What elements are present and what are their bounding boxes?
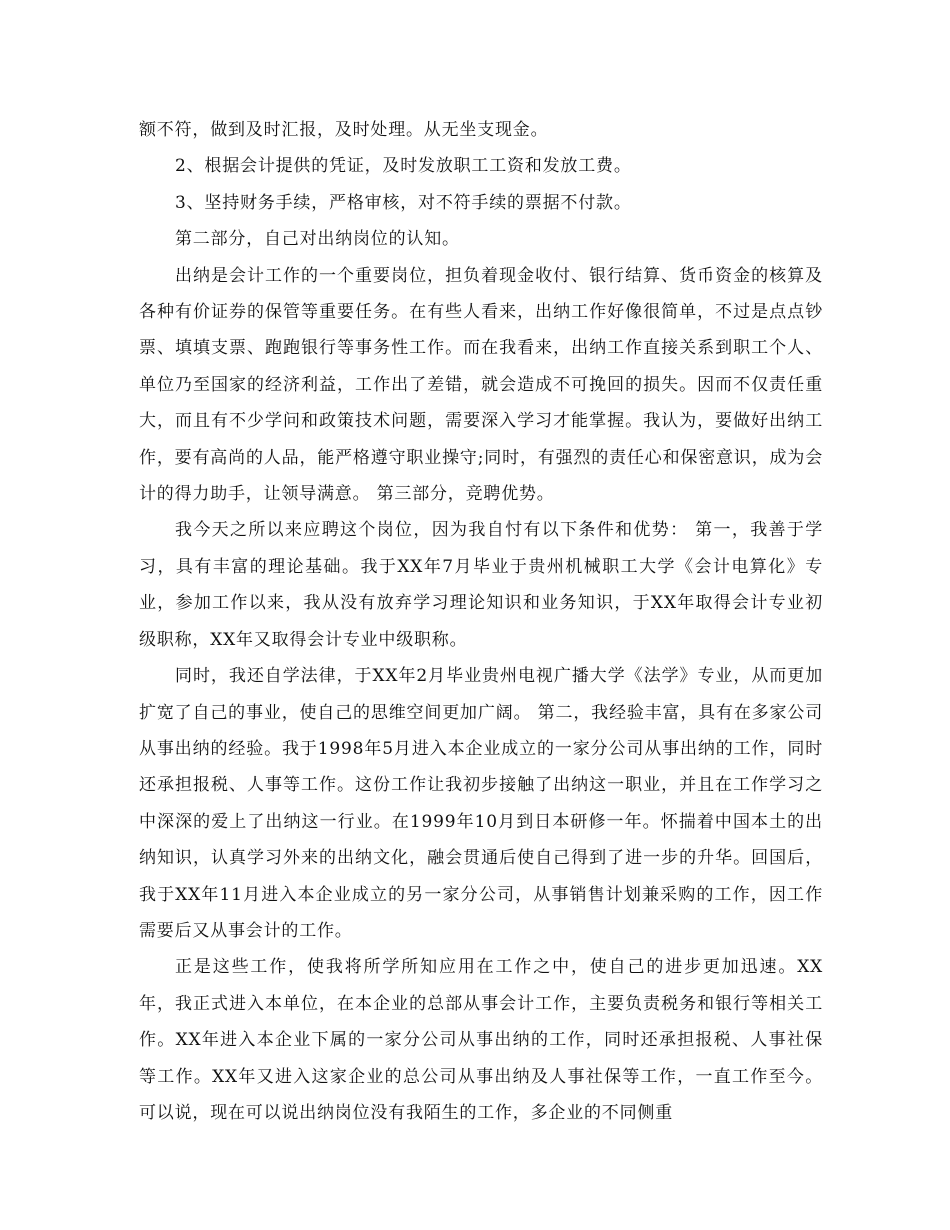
section-heading-part-two: 第二部分，自己对出纳岗位的认知。 xyxy=(175,229,460,250)
paragraph-duty-3: 3、坚持财务手续，严格审核，对不符手续的票据不付款。 xyxy=(175,192,632,213)
paragraph-advantages-experience: 同时，我还自学法律，于XX年2月毕业贵州电视广播大学《法学》专业，从而更加扩宽了自己的事业，使自己的思维空间更加广阔。 第二，我经验丰富，具有在多家公司从事出纳的经验。我于1998年5月进入本企业成立的一家分公司从事出纳的工作，同时还承担报税、人事等工作。这份工作让我初步接触了出纳这一职业，并且在工作学习之中深深的爱上了出纳这一行业。在1999年10月到日本研修一年。怀揣着中国本土的出纳知识，认真学习外来的出纳文化，融会贯通后使自己得到了进一步的升华。回国后，我于XX年11月进入本企业成立的另一家分公司，从事销售计划兼采购的工作，因工作需要后又从事会计的工作。 xyxy=(139,666,823,941)
paragraph-cashier-role: 出纳是会计工作的一个重要岗位，担负着现金收付、银行结算、货币资金的核算及各种有价证券的保管等重要任务。在有些人看来，出纳工作好像很简单，不过是点点钞票、填填支票、跑跑银行等事务性工作。而在我看来，出纳工作直接关系到职工个人、单位乃至国家的经济利益，工作出了差错，就会造成不可挽回的损失。因而不仅责任重大，而且有不少学问和政策技术问题，需要深入学习才能掌握。我认为，要做好出纳工作，要有高尚的人品，能严格遵守职业操守;同时，有强烈的责任心和保密意识，成为会计的得力助手，让领导满意。 第三部分，竞聘优势。 xyxy=(139,265,823,505)
paragraph-work-history: 正是这些工作，使我将所学所知应用在工作之中，使自己的进步更加迅速。XX年，我正式进入本单位，在本企业的总部从事会计工作，主要负责税务和银行等相关工作。XX年进入本企业下属的一家分公司从事出纳的工作，同时还承担报税、人事社保等工作。XX年又进入这家企业的总公司从事出纳及人事社保等工作，一直工作至今。可以说，现在可以说出纳岗位没有我陌生的工作，多企业的不同侧重 xyxy=(139,957,823,1123)
paragraph-advantages-learning: 我今天之所以来应聘这个岗位，因为我自忖有以下条件和优势： 第一，我善于学习，具有丰富的理论基础。我于XX年7月毕业于贵州机械职工大学《会计电算化》专业，参加工作以来，我从没有放弃学习理论知识和业务知识，于XX年取得会计专业初级职称，XX年又取得会计专业中级职称。 xyxy=(139,520,823,650)
document-page xyxy=(139,112,823,1131)
paragraph-duty-2: 2、根据会计提供的凭证，及时发放职工工资和发放工费。 xyxy=(175,156,632,177)
paragraph-continuation: 额不符，做到及时汇报，及时处理。从无坐支现金。 xyxy=(139,120,549,140)
